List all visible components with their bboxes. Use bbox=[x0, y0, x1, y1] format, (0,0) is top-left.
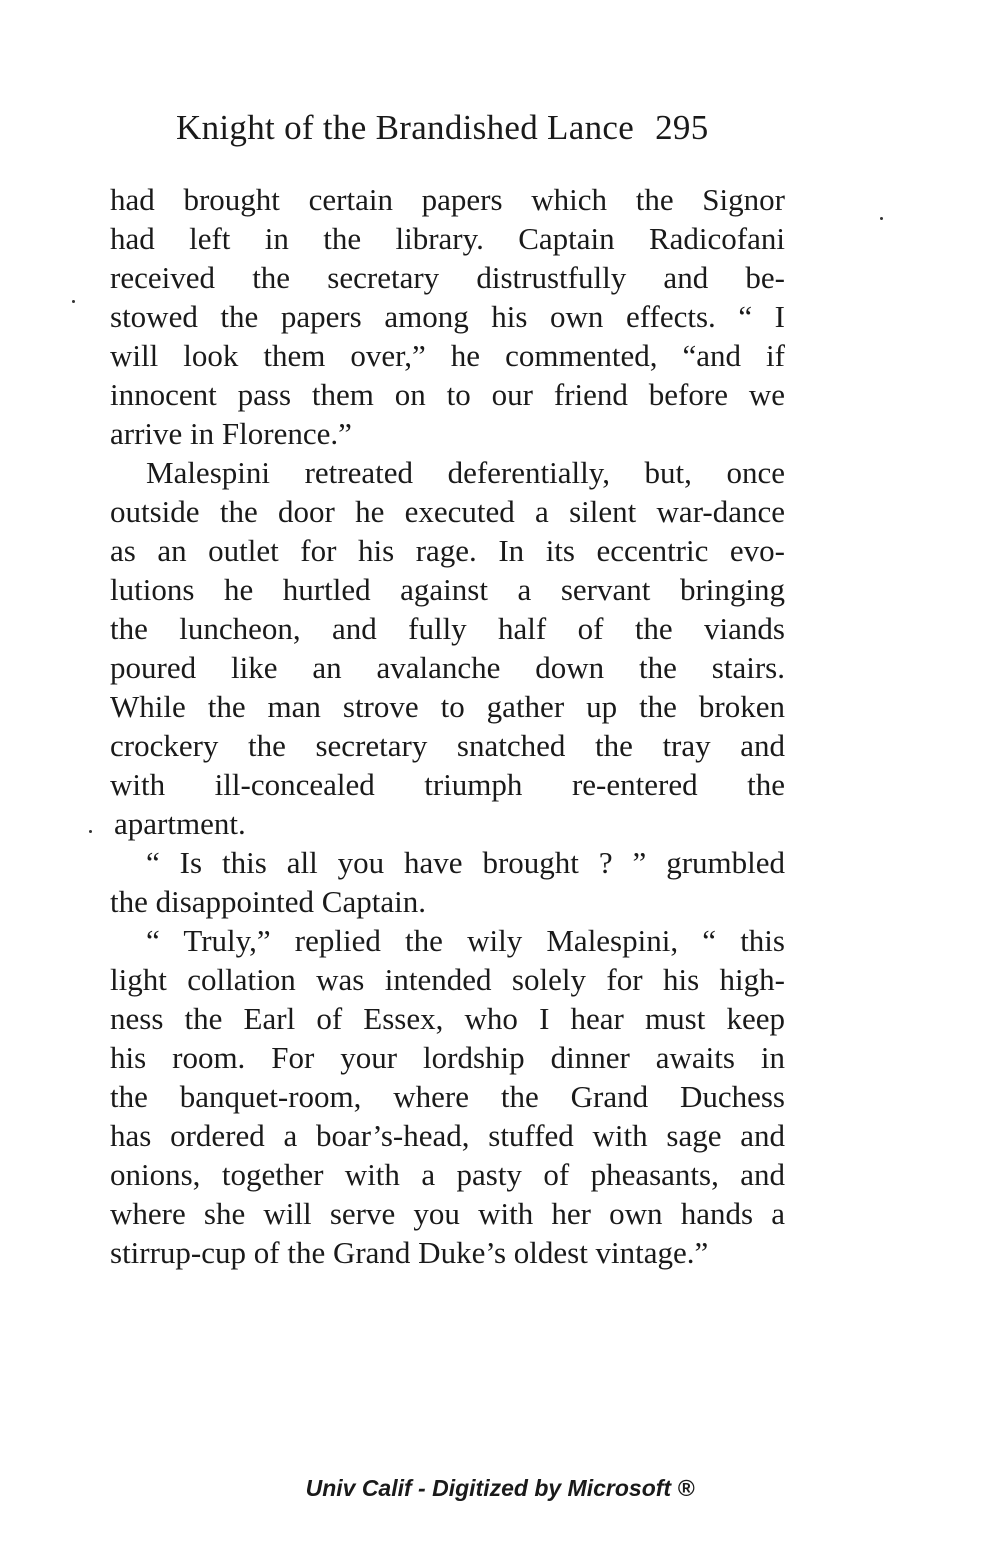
running-head-title: Knight of the Brandished Lance bbox=[176, 108, 635, 147]
digitization-watermark bbox=[0, 1474, 1000, 1502]
text-line: innocent pass them on to our friend before we bbox=[110, 377, 785, 412]
text-line: ness the Earl of Essex, who I hear must keep bbox=[110, 1001, 785, 1036]
text-line: will look them over,” he commented, “and if bbox=[110, 338, 785, 373]
text-line: as an outlet for his rage. In its eccentric evo- bbox=[110, 533, 785, 568]
text-line: outside the door he executed a silent war-dance bbox=[110, 494, 785, 529]
running-head bbox=[176, 104, 786, 152]
text-line: with ill-concealed triumph re-entered the bbox=[110, 767, 785, 802]
text-line: where she will serve you with her own hands a bbox=[110, 1196, 785, 1231]
text-line: the banquet-room, where the Grand Duchess bbox=[110, 1079, 785, 1114]
page-number: 295 bbox=[655, 108, 709, 147]
text-line: stirrup-cup of the Grand Duke’s oldest vintage.” bbox=[110, 1235, 709, 1270]
text-line: had left in the library. Captain Radicofani bbox=[110, 221, 785, 256]
body-text bbox=[110, 180, 785, 1272]
text-line: stowed the papers among his own effects. “ I bbox=[110, 299, 785, 334]
watermark-text: Univ Calif - Digitized by Microsoft ® bbox=[305, 1475, 695, 1501]
text-line: onions, together with a pasty of pheasants, and bbox=[110, 1157, 785, 1192]
text-line: received the secretary distrustfully and be- bbox=[110, 260, 785, 295]
text-line: “ Truly,” replied the wily Malespini, “ this bbox=[146, 923, 785, 958]
text-line: lutions he hurtled against a servant bringing bbox=[110, 572, 785, 607]
text-line: had brought certain papers which the Signor bbox=[110, 182, 785, 217]
text-line: Malespini retreated deferentially, but, once bbox=[146, 455, 785, 490]
scan-speck bbox=[89, 830, 92, 833]
text-line: the disappointed Captain. bbox=[110, 884, 426, 919]
scan-speck bbox=[880, 217, 883, 220]
text-line: poured like an avalanche down the stairs. bbox=[110, 650, 785, 685]
text-line: arrive in Florence.” bbox=[110, 416, 352, 451]
text-line: apartment. bbox=[114, 806, 246, 841]
text-line: While the man strove to gather up the broken bbox=[110, 689, 785, 724]
text-line: the luncheon, and fully half of the viands bbox=[110, 611, 785, 646]
text-line: has ordered a boar’s-head, stuffed with sage and bbox=[110, 1118, 785, 1153]
text-line: “ Is this all you have brought ? ” grumbled bbox=[146, 845, 785, 880]
text-line: his room. For your lordship dinner awaits in bbox=[110, 1040, 785, 1075]
text-line: light collation was intended solely for his high- bbox=[110, 962, 785, 997]
text-line: crockery the secretary snatched the tray and bbox=[110, 728, 785, 763]
scan-speck bbox=[72, 300, 75, 303]
